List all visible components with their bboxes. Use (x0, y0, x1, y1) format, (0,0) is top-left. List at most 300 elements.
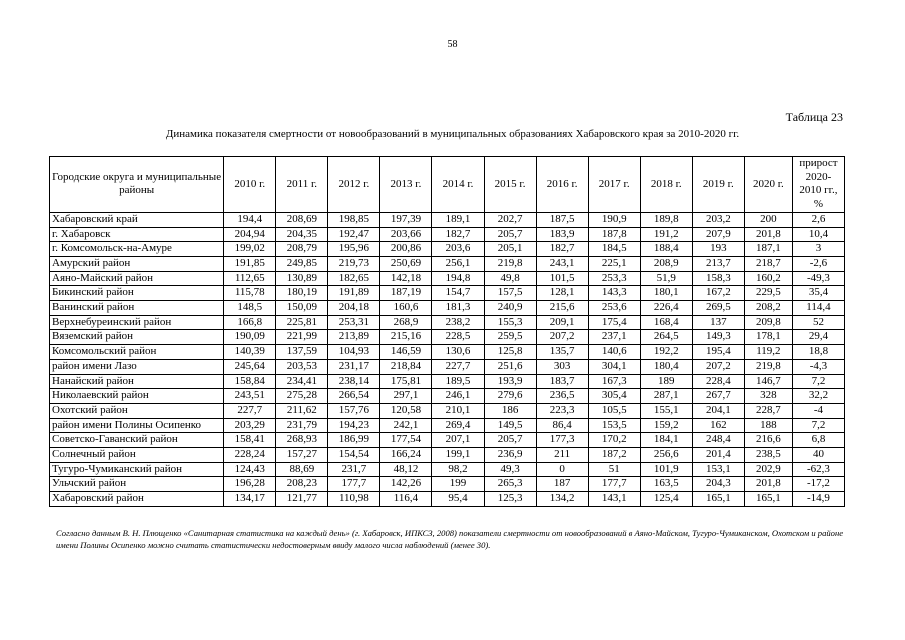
table-cell: 231,17 (328, 359, 380, 374)
table-row (50, 301, 845, 316)
column-header: 2015 г. (484, 157, 536, 213)
table-cell: 190,09 (224, 330, 276, 345)
table-cell: 250,69 (380, 256, 432, 271)
table-cell: 125,3 (484, 492, 536, 507)
table-cell: 200,86 (380, 242, 432, 257)
table-cell: 186 (484, 403, 536, 418)
table-cell: 194,8 (432, 271, 484, 286)
table-cell: 101,9 (640, 462, 692, 477)
table-cell: 163,5 (640, 477, 692, 492)
table-cell: 177,3 (536, 433, 588, 448)
table-cell: 49,3 (484, 462, 536, 477)
table-cell: 305,4 (588, 389, 640, 404)
table-cell: 177,54 (380, 433, 432, 448)
table-row (50, 315, 845, 330)
table-cell: 165,1 (692, 492, 744, 507)
table-row (50, 448, 845, 463)
table-cell: 231,7 (328, 462, 380, 477)
row-name: Комсомольский район (50, 345, 224, 360)
table-cell: 256,1 (432, 256, 484, 271)
table-cell: 243,51 (224, 389, 276, 404)
table-cell: 264,5 (640, 330, 692, 345)
table-cell: 253,3 (588, 271, 640, 286)
table-cell: 236,5 (536, 389, 588, 404)
table-cell: 228,5 (432, 330, 484, 345)
table-row (50, 227, 845, 242)
table-cell: 135,7 (536, 345, 588, 360)
table-cell: 211,62 (276, 403, 328, 418)
table-row (50, 477, 845, 492)
table-cell: 114,4 (792, 301, 844, 316)
table-cell: 245,64 (224, 359, 276, 374)
table-cell: 200 (744, 212, 792, 227)
table-cell: 204,3 (692, 477, 744, 492)
table-cell: 234,41 (276, 374, 328, 389)
table-cell: 203,6 (432, 242, 484, 257)
table-cell: 125,4 (640, 492, 692, 507)
table-cell: 2,6 (792, 212, 844, 227)
table-cell: 192,47 (328, 227, 380, 242)
table-cell: 181,3 (432, 301, 484, 316)
table-cell: 3 (792, 242, 844, 257)
table-cell: 157,27 (276, 448, 328, 463)
table-cell: 191,2 (640, 227, 692, 242)
table-cell: 187 (536, 477, 588, 492)
table-cell: 187,2 (588, 448, 640, 463)
table-cell: 219,8 (744, 359, 792, 374)
table-cell: 188,4 (640, 242, 692, 257)
table-cell: 227,7 (432, 359, 484, 374)
table-cell: 207,2 (692, 359, 744, 374)
row-name: Хабаровский район (50, 492, 224, 507)
page-number: 58 (447, 39, 458, 50)
table-cell: 184,1 (640, 433, 692, 448)
table-cell: 110,98 (328, 492, 380, 507)
table-cell: 128,1 (536, 286, 588, 301)
table-cell: 204,35 (276, 227, 328, 242)
row-name: Нанайский район (50, 374, 224, 389)
table-cell: 231,79 (276, 418, 328, 433)
table-cell: 189,8 (640, 212, 692, 227)
table-cell: 191,89 (328, 286, 380, 301)
table-cell: 88,69 (276, 462, 328, 477)
table-cell: 208,79 (276, 242, 328, 257)
table-cell: 240,9 (484, 301, 536, 316)
table-cell: 187,5 (536, 212, 588, 227)
table-cell: 215,16 (380, 330, 432, 345)
table-cell: 166,24 (380, 448, 432, 463)
table-cell: 160,2 (744, 271, 792, 286)
table-cell: 115,78 (224, 286, 276, 301)
table-cell: 86,4 (536, 418, 588, 433)
table-cell: 35,4 (792, 286, 844, 301)
table-cell: 225,1 (588, 256, 640, 271)
table-cell: 267,7 (692, 389, 744, 404)
row-name: Аяно-Майский район (50, 271, 224, 286)
table-cell: 155,3 (484, 315, 536, 330)
table-row (50, 345, 845, 360)
table-cell: 207,2 (536, 330, 588, 345)
table-cell: 116,4 (380, 492, 432, 507)
table-cell: 246,1 (432, 389, 484, 404)
table-cell: 40 (792, 448, 844, 463)
column-header: 2013 г. (380, 157, 432, 213)
table-cell: 183,7 (536, 374, 588, 389)
table-cell: 150,09 (276, 301, 328, 316)
table-cell: 268,9 (380, 315, 432, 330)
table-cell: 195,96 (328, 242, 380, 257)
table-cell: 159,2 (640, 418, 692, 433)
table-cell: 216,6 (744, 433, 792, 448)
table-row (50, 212, 845, 227)
column-header: прирост 2020-2010 гг., % (792, 157, 844, 213)
table-cell: -4 (792, 403, 844, 418)
table-cell: 187,8 (588, 227, 640, 242)
table-cell: 208,23 (276, 477, 328, 492)
table-cell: 202,9 (744, 462, 792, 477)
table-cell: 203,66 (380, 227, 432, 242)
table-cell: 180,4 (640, 359, 692, 374)
table-cell: 157,76 (328, 403, 380, 418)
table-row (50, 271, 845, 286)
table-cell: 95,4 (432, 492, 484, 507)
table-cell: 223,3 (536, 403, 588, 418)
table-cell: 218,7 (744, 256, 792, 271)
row-name: Верхнебуреинский район (50, 315, 224, 330)
table-cell: 178,1 (744, 330, 792, 345)
table-cell: 266,54 (328, 389, 380, 404)
row-name: Советско-Гаванский район (50, 433, 224, 448)
row-name: Амурский район (50, 256, 224, 271)
table-cell: 153,5 (588, 418, 640, 433)
table-cell: 226,4 (640, 301, 692, 316)
table-cell: 183,9 (536, 227, 588, 242)
table-cell: 49,8 (484, 271, 536, 286)
table-cell: 170,2 (588, 433, 640, 448)
table-cell: 168,4 (640, 315, 692, 330)
table-cell: 137 (692, 315, 744, 330)
table-cell: 149,5 (484, 418, 536, 433)
table-cell: 148,5 (224, 301, 276, 316)
table-cell: 51 (588, 462, 640, 477)
table-row (50, 359, 845, 374)
table-cell: 256,6 (640, 448, 692, 463)
table-cell: 213,7 (692, 256, 744, 271)
table-cell: 180,19 (276, 286, 328, 301)
table-cell: 124,43 (224, 462, 276, 477)
row-name: Солнечный район (50, 448, 224, 463)
table-cell: 297,1 (380, 389, 432, 404)
table-cell: 6,8 (792, 433, 844, 448)
table-row (50, 242, 845, 257)
table-cell: 196,28 (224, 477, 276, 492)
table-cell: 177,7 (328, 477, 380, 492)
table-row (50, 418, 845, 433)
table-cell: 251,6 (484, 359, 536, 374)
table-cell: 205,7 (484, 433, 536, 448)
table-cell: 125,8 (484, 345, 536, 360)
table-cell: 198,85 (328, 212, 380, 227)
table-title: Динамика показателя смертности от новообразований в муниципальных образованиях Хабаровского края за 2010-2020 гг. (165, 128, 740, 140)
table-cell: 205,7 (484, 227, 536, 242)
table-cell: 175,81 (380, 374, 432, 389)
table-cell: 189 (640, 374, 692, 389)
table-cell: 208,2 (744, 301, 792, 316)
table-cell: 154,7 (432, 286, 484, 301)
column-header: 2010 г. (224, 157, 276, 213)
table-cell: 137,59 (276, 345, 328, 360)
table-cell: 253,31 (328, 315, 380, 330)
table-cell: 203,29 (224, 418, 276, 433)
table-cell: 29,4 (792, 330, 844, 345)
column-header: 2016 г. (536, 157, 588, 213)
table-cell: 225,81 (276, 315, 328, 330)
table-cell: 182,7 (432, 227, 484, 242)
table-cell: 205,1 (484, 242, 536, 257)
table-cell: 130,89 (276, 271, 328, 286)
table-cell: 236,9 (484, 448, 536, 463)
table-cell: 177,7 (588, 477, 640, 492)
mortality-table (49, 156, 845, 507)
row-name: Хабаровский край (50, 212, 224, 227)
table-cell: 238,5 (744, 448, 792, 463)
column-header-name: Городские округа и муниципальные районы (50, 157, 224, 213)
table-cell: 180,1 (640, 286, 692, 301)
table-cell: 157,5 (484, 286, 536, 301)
table-cell: 197,39 (380, 212, 432, 227)
row-name: Вяземский район (50, 330, 224, 345)
table-cell: 204,94 (224, 227, 276, 242)
table-row (50, 330, 845, 345)
table-cell: 219,8 (484, 256, 536, 271)
table-cell: 48,12 (380, 462, 432, 477)
table-cell: 142,26 (380, 477, 432, 492)
table-cell: 249,85 (276, 256, 328, 271)
table-cell: 253,6 (588, 301, 640, 316)
row-name: район имени Лазо (50, 359, 224, 374)
table-cell: 187,1 (744, 242, 792, 257)
table-cell: 175,4 (588, 315, 640, 330)
table-cell: 304,1 (588, 359, 640, 374)
table-row (50, 403, 845, 418)
row-name: г. Комсомольск-на-Амуре (50, 242, 224, 257)
row-name: район имени Полины Осипенко (50, 418, 224, 433)
table-cell: 101,5 (536, 271, 588, 286)
table-cell: 140,6 (588, 345, 640, 360)
table-cell: 194,23 (328, 418, 380, 433)
table-cell: 210,1 (432, 403, 484, 418)
table-cell: 189,1 (432, 212, 484, 227)
table-cell: 203,53 (276, 359, 328, 374)
table-cell: 215,6 (536, 301, 588, 316)
table-cell: 191,85 (224, 256, 276, 271)
table-row (50, 389, 845, 404)
table-cell: 269,5 (692, 301, 744, 316)
table-cell: 7,2 (792, 374, 844, 389)
column-header: 2020 г. (744, 157, 792, 213)
table-cell: 119,2 (744, 345, 792, 360)
table-cell: 146,7 (744, 374, 792, 389)
table-cell: 265,3 (484, 477, 536, 492)
table-cell: 207,9 (692, 227, 744, 242)
table-cell: 287,1 (640, 389, 692, 404)
table-cell: 201,8 (744, 227, 792, 242)
table-body (50, 212, 845, 506)
table-cell: 228,24 (224, 448, 276, 463)
table-cell: 195,4 (692, 345, 744, 360)
table-cell: 211 (536, 448, 588, 463)
table-cell: 140,39 (224, 345, 276, 360)
table-cell: 199 (432, 477, 484, 492)
table-cell: 209,1 (536, 315, 588, 330)
table-cell: 52 (792, 315, 844, 330)
table-cell: -14,9 (792, 492, 844, 507)
table-label: Таблица 23 (785, 110, 843, 124)
table-row (50, 256, 845, 271)
table-cell: 167,2 (692, 286, 744, 301)
table-cell: 193,9 (484, 374, 536, 389)
table-cell: 204,18 (328, 301, 380, 316)
table-cell: 130,6 (432, 345, 484, 360)
header-row (50, 157, 845, 213)
table-cell: 279,6 (484, 389, 536, 404)
table-cell: 187,19 (380, 286, 432, 301)
table-cell: 269,4 (432, 418, 484, 433)
table-cell: 0 (536, 462, 588, 477)
table-cell: 134,17 (224, 492, 276, 507)
table-cell: 186,99 (328, 433, 380, 448)
table-cell: 149,3 (692, 330, 744, 345)
table-cell: 158,84 (224, 374, 276, 389)
table-cell: 194,4 (224, 212, 276, 227)
row-name: Ульчский район (50, 477, 224, 492)
table-cell: 190,9 (588, 212, 640, 227)
table-cell: 18,8 (792, 345, 844, 360)
table-cell: -49,3 (792, 271, 844, 286)
table-cell: 7,2 (792, 418, 844, 433)
row-name: Бикинский район (50, 286, 224, 301)
table-cell: 104,93 (328, 345, 380, 360)
table-cell: 203,2 (692, 212, 744, 227)
table-cell: 199,1 (432, 448, 484, 463)
column-header: 2019 г. (692, 157, 744, 213)
table-cell: 155,1 (640, 403, 692, 418)
column-header: 2011 г. (276, 157, 328, 213)
table-cell: 199,02 (224, 242, 276, 257)
table-cell: 221,99 (276, 330, 328, 345)
table-cell: 184,5 (588, 242, 640, 257)
table-cell: 218,84 (380, 359, 432, 374)
column-header: 2017 г. (588, 157, 640, 213)
table-cell: 154,54 (328, 448, 380, 463)
table-cell: 208,9 (640, 256, 692, 271)
table-cell: 204,1 (692, 403, 744, 418)
table-cell: -4,3 (792, 359, 844, 374)
table-cell: 228,7 (744, 403, 792, 418)
table-cell: 143,3 (588, 286, 640, 301)
table-cell: 268,93 (276, 433, 328, 448)
table-cell: 227,7 (224, 403, 276, 418)
table-cell: 229,5 (744, 286, 792, 301)
table-cell: 146,59 (380, 345, 432, 360)
table-cell: 166,8 (224, 315, 276, 330)
row-name: Ванинский район (50, 301, 224, 316)
table-row (50, 374, 845, 389)
table-cell: 189,5 (432, 374, 484, 389)
table-cell: 143,1 (588, 492, 640, 507)
table-cell: 112,65 (224, 271, 276, 286)
row-name: Охотский район (50, 403, 224, 418)
table-cell: 193 (692, 242, 744, 257)
table-cell: 275,28 (276, 389, 328, 404)
row-name: Николаевский район (50, 389, 224, 404)
table-cell: 201,4 (692, 448, 744, 463)
table-cell: 303 (536, 359, 588, 374)
column-header: 2012 г. (328, 157, 380, 213)
table-row (50, 286, 845, 301)
table-cell: 142,18 (380, 271, 432, 286)
table-cell: 160,6 (380, 301, 432, 316)
table-cell: 201,8 (744, 477, 792, 492)
table-cell: 208,69 (276, 212, 328, 227)
table-cell: 182,7 (536, 242, 588, 257)
row-name: г. Хабаровск (50, 227, 224, 242)
table-cell: 328 (744, 389, 792, 404)
table-cell: 228,4 (692, 374, 744, 389)
table-cell: 120,58 (380, 403, 432, 418)
table-cell: 167,3 (588, 374, 640, 389)
table-cell: 134,2 (536, 492, 588, 507)
table-cell: 237,1 (588, 330, 640, 345)
table-cell: 162 (692, 418, 744, 433)
table-cell: 158,41 (224, 433, 276, 448)
table-cell: -17,2 (792, 477, 844, 492)
table-cell: -2,6 (792, 256, 844, 271)
table-row (50, 492, 845, 507)
table-cell: 259,5 (484, 330, 536, 345)
table-cell: 209,8 (744, 315, 792, 330)
table-row (50, 433, 845, 448)
column-header: 2018 г. (640, 157, 692, 213)
table-cell: 238,14 (328, 374, 380, 389)
table-cell: 32,2 (792, 389, 844, 404)
table-cell: 153,1 (692, 462, 744, 477)
table-cell: 238,2 (432, 315, 484, 330)
table-cell: 98,2 (432, 462, 484, 477)
footnote: Согласно данным В. Н. Плющенко «Санитарная статистика на каждый день» (г. Хабаровск, ИПКСЗ, 2008) показатели смертности от новообразований в Аяно-Майском, Тугуро-Чумиканском, Охотском и районе имени Полины Осипенко можно считать статистически недостоверным ввиду малого числа наблюдений (менее 30). (56, 528, 844, 550)
table-cell: 165,1 (744, 492, 792, 507)
table-cell: 192,2 (640, 345, 692, 360)
table-cell: 158,3 (692, 271, 744, 286)
table-cell: 121,77 (276, 492, 328, 507)
table-cell: 243,1 (536, 256, 588, 271)
table-cell: -62,3 (792, 462, 844, 477)
table-cell: 105,5 (588, 403, 640, 418)
column-header: 2014 г. (432, 157, 484, 213)
row-name: Тугуро-Чумиканский район (50, 462, 224, 477)
table-cell: 51,9 (640, 271, 692, 286)
table-cell: 207,1 (432, 433, 484, 448)
table-cell: 219,73 (328, 256, 380, 271)
table-cell: 202,7 (484, 212, 536, 227)
table-cell: 182,65 (328, 271, 380, 286)
table-cell: 213,89 (328, 330, 380, 345)
table-row (50, 462, 845, 477)
table-cell: 188 (744, 418, 792, 433)
table-cell: 242,1 (380, 418, 432, 433)
table-cell: 248,4 (692, 433, 744, 448)
table-cell: 10,4 (792, 227, 844, 242)
